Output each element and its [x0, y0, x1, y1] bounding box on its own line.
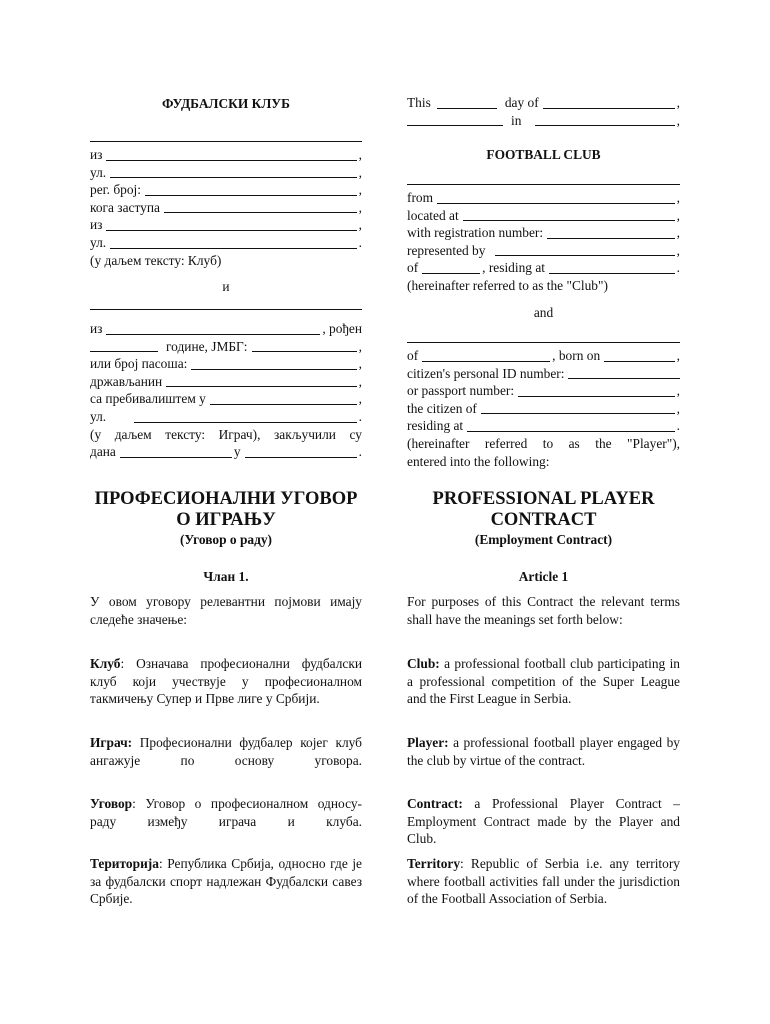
blank-line[interactable] [106, 148, 356, 161]
blank-line[interactable] [110, 236, 357, 249]
blank-line[interactable] [463, 208, 675, 221]
intro-sr: У овом уговору релевантни појмови имају следеће значење: [90, 594, 362, 627]
blank-line[interactable] [407, 113, 503, 126]
player-fields-sr [90, 320, 362, 461]
club-field-en: from , [407, 190, 680, 205]
club-field-en: located at , [407, 207, 680, 223]
club-field-en: with registration number: , [407, 225, 680, 241]
definition-player-en: Player: a professional football player engaged by the club by virtue of the contract. [407, 735, 680, 768]
player-field-en: the citizen of , [407, 400, 680, 416]
blank-line[interactable] [245, 445, 357, 458]
blank-line[interactable] [110, 165, 357, 178]
contract-subtitle-en: (Employment Contract) [474, 532, 613, 547]
club-heading-en: FOOTBALL CLUB [486, 147, 601, 162]
player-field-sr: држављанин , [90, 373, 362, 389]
club-field-sr: ул. , [90, 164, 362, 180]
blank-line[interactable] [134, 410, 357, 423]
player-field-en: residing at . [407, 418, 680, 434]
club-hereinafter-sr: (у даљем тексту: Клуб) [90, 252, 222, 268]
date-fields-en: This day of , in , [407, 95, 680, 128]
player-field-sr: или број пасоша: , [90, 356, 362, 372]
club-field-sr: из , [90, 217, 362, 233]
player-field-sr: године, ЈМБГ: , [90, 338, 362, 356]
blank-line[interactable] [549, 261, 675, 274]
blank-line[interactable] [164, 200, 357, 213]
blank-line[interactable] [422, 261, 480, 274]
blank-line[interactable] [106, 322, 320, 335]
blank-line[interactable] [437, 96, 497, 109]
player-field-en: or passport number: , [407, 383, 680, 399]
club-name-line-en [407, 183, 680, 185]
player-name-line-sr [90, 308, 362, 310]
club-field-sr: рег. број: , [90, 182, 362, 198]
club-name-line-sr [90, 140, 362, 142]
player-field-sr: из , рођен [90, 321, 362, 336]
player-entered-en: entered into the following: [407, 453, 550, 469]
club-hereinafter-en: (hereinafter referred to as the "Club") [407, 277, 608, 293]
player-name-line-en [407, 341, 680, 343]
blank-line[interactable] [518, 384, 675, 397]
and-en: and [533, 305, 554, 320]
player-field-en: citizen's personal ID number: [407, 365, 680, 383]
blank-line[interactable] [252, 339, 357, 352]
article-heading-sr: Члан 1. [203, 569, 249, 584]
definition-club-en: Club: a professional football club participating in a professional competition of the Super League and the First League in Serbia. [407, 656, 680, 707]
player-fields-en [407, 347, 680, 470]
blank-line[interactable] [191, 357, 356, 370]
blank-line[interactable] [145, 183, 357, 196]
player-field-en: of , born on , [407, 348, 680, 363]
blank-line[interactable] [422, 349, 550, 362]
player-hereinafter-en: (hereinafter referred to as the "Player"), [407, 435, 680, 451]
blank-line[interactable] [543, 96, 675, 109]
blank-line[interactable] [210, 392, 357, 405]
blank-line[interactable] [495, 243, 674, 256]
contract-title-en: PROFESSIONAL PLAYER CONTRACT [432, 489, 655, 530]
club-fields-sr [90, 146, 362, 269]
blank-line[interactable] [106, 218, 356, 231]
player-field-sr: ул. . [90, 408, 362, 424]
blank-line[interactable] [568, 366, 680, 379]
blank-line[interactable] [547, 226, 675, 239]
contract-subtitle-sr: (Уговор о раду) [179, 532, 273, 547]
club-field-en: represented by , [407, 242, 680, 258]
definition-territory-en: Territory: Republic of Serbia i.e. any territory where football activities fall under the jurisdiction of the Football Association of Serbia. [407, 856, 680, 907]
player-date-sr: дана у . [90, 444, 362, 460]
blank-line[interactable] [90, 339, 158, 352]
definition-player-sr: Играч: Професионални фудбалер којег клуб ангажује по основу уговора. [90, 735, 362, 768]
definition-club-sr: Клуб: Означава професионални фудбалски клуб који учествује у професионалном такмичењу Супер и Прве лиге у Србији. [90, 656, 362, 707]
and-sr: и [222, 279, 230, 294]
blank-line[interactable] [120, 445, 232, 458]
club-field-sr: кога заступа , [90, 199, 362, 215]
blank-line[interactable] [166, 374, 356, 387]
blank-line[interactable] [437, 191, 675, 204]
blank-line[interactable] [535, 113, 674, 126]
blank-line[interactable] [604, 349, 675, 362]
intro-en: For purposes of this Contract the relevant terms shall have the meanings set forth below: [407, 594, 680, 627]
club-heading-sr: ФУДБАЛСКИ КЛУБ [161, 96, 290, 111]
definition-territory-sr: Територија: Република Србија, односно где је за фудбалски спорт надлежан Фудбалски савез Србије. [90, 856, 362, 907]
contract-title-sr: ПРОФЕСИОНАЛНИ УГОВОР О ИГРАЊУ [94, 489, 358, 530]
definition-contract-en: Contract: a Professional Player Contract – Employment Contract made by the Player and Club. [407, 796, 680, 847]
blank-line[interactable] [481, 401, 675, 414]
definition-contract-sr: Уговор: Уговор о професионалном односу-раду између играча и клуба. [90, 796, 362, 829]
player-hereinafter-sr: (у даљем тексту: Играч), закључили су [90, 426, 362, 442]
article-heading-en: Article 1 [518, 569, 569, 584]
club-field-sr: из , [90, 147, 362, 162]
blank-line[interactable] [467, 419, 674, 432]
club-field-sr: ул. . [90, 234, 362, 250]
club-field-en: of , residing at . [407, 260, 680, 276]
player-field-sr: са пребивалиштем у , [90, 391, 362, 407]
club-fields-en [407, 189, 680, 295]
